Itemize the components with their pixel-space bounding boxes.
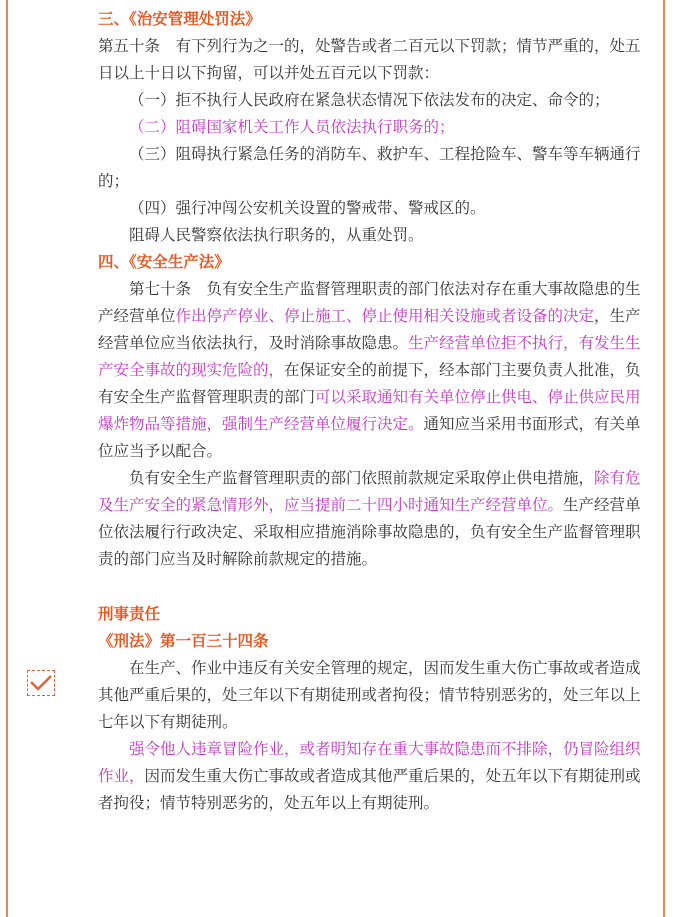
article-50-closing: 阻碍人民警察依法执行职务的，从重处罚。: [129, 226, 424, 244]
article-50-intro: 第五十条 有下列行为之一的，处警告或者二百元以下罚款；情节严重的，处五日以上十日以下拘留，可以并处五百元以下罚款：: [98, 37, 641, 82]
left-border-line: [6, 0, 8, 917]
criminal-article-paragraph-1: 在生产、作业中违反有关安全管理的规定，因而发生重大伤亡事故或者造成其他严重后果的，处三年以下有期徒刑或者拘役；情节特别恶劣的，处三年以上七年以下有期徒刑。: [98, 659, 641, 731]
text-segment: 第七十条 负有安全生产监督管理职责的部门依法对存在重大事故隐患的生产经营单位: [98, 280, 641, 325]
section-heading-public-security: 三、《治安管理处罚法》: [98, 10, 261, 28]
article-content: [98, 6, 646, 817]
article-50-item-1: （一）拒不执行人民政府在紧急状态情况下依法发布的决定、命令的；: [129, 91, 610, 109]
text-segment: ，生产经营单位应当依法执行，及时消除事故隐患。: [98, 307, 641, 352]
highlighted-text: 可以采取通知有关单位停止供电、停止供应民用爆炸物品等措施，强制生产经营单位履行决定。: [98, 388, 641, 433]
checkmark-icon: [27, 670, 55, 696]
right-border-line: [663, 0, 665, 917]
criminal-article-paragraph-2: [98, 736, 646, 817]
article-50-item-3: （三）阻碍执行紧急任务的消防车、救护车、工程抢险车、警车等车辆通行的；: [98, 145, 641, 190]
article-50-item-2: （二）阻碍国家机关工作人员依法执行职务的；: [129, 118, 455, 136]
criminal-law-article-title: 《刑法》第一百三十四条: [98, 632, 269, 650]
section-heading-work-safety: 四、《安全生产法》: [98, 253, 230, 271]
section-heading-criminal-liability: 刑事责任: [98, 605, 161, 623]
text-segment: 负有安全生产监督管理职责的部门依照前款规定采取停止供电措施，: [129, 469, 595, 487]
highlighted-text: 生产经营单位拒不执行，有发生生产安全事故的现实危险的，: [98, 334, 641, 379]
article-50-item-4: （四）强行冲闯公安机关设置的警戒带、警戒区的。: [129, 199, 486, 217]
highlighted-text: 除有危及生产安全的紧急情形外，应当提前二十四小时通知生产经营单位。: [98, 469, 641, 514]
article-70-paragraph-1: [98, 276, 646, 465]
text-segment: 在保证安全的前提下，经本部门主要负责人批准，负有安全生产监督管理职责的部门: [98, 361, 641, 406]
text-segment: 通知应当采用书面形式，有关单位应当予以配合。: [98, 415, 641, 460]
highlighted-text: 作出停产停业、停止施工、停止使用相关设施或者设备的决定: [175, 307, 595, 325]
text-segment: 因而发生重大伤亡事故或者造成其他严重后果的，处五年以下有期徒刑或者拘役；情节特别恶劣的，处五年以上有期徒刑。: [98, 767, 641, 812]
text-segment: 生产经营单位依法履行行政决定、采取相应措施消除事故隐患的，负有安全生产监督管理职责的部门应当及时解除前款规定的措施。: [98, 496, 641, 568]
article-70-paragraph-2: [98, 465, 646, 573]
highlighted-text: 强令他人违章冒险作业，或者明知存在重大事故隐患而不排除，仍冒险组织作业，: [98, 740, 641, 785]
